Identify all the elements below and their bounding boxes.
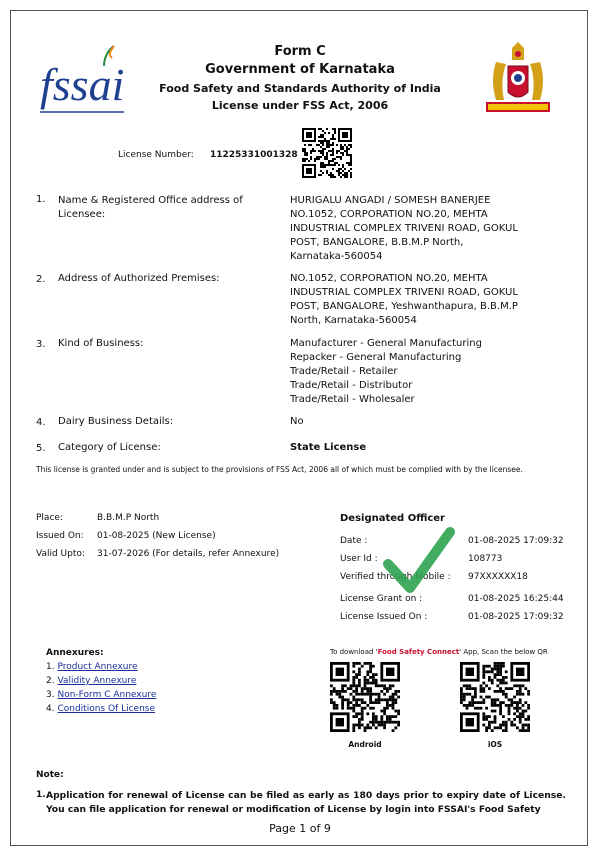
row-value <box>290 441 560 455</box>
value-line: Repacker - General Manufacturing <box>290 352 462 363</box>
value-line: POST, BANGALORE, B.B.M.P North, <box>290 237 464 248</box>
act-title: License under FSS Act, 2006 <box>211 99 389 112</box>
row-number: 3. <box>36 339 46 350</box>
conditions-of-license-link[interactable]: Conditions Of License <box>57 704 156 714</box>
value-line: Trade/Retail - Retailer <box>290 366 398 377</box>
android-label: Android <box>348 740 382 749</box>
issued-value: 01-08-2025 (New License) <box>97 531 216 541</box>
officer-item-label: Date : <box>340 536 368 546</box>
value-line: Trade/Retail - Distributor <box>290 380 413 391</box>
officer-item-value: 97XXXXXX18 <box>468 572 528 582</box>
officer-item-label: License Grant on : <box>340 594 423 604</box>
annexure-number: 3. <box>46 690 55 700</box>
license-qr-code <box>302 128 352 178</box>
row-label: Address of Authorized Premises: <box>58 273 220 284</box>
product-annexure-link[interactable]: Product Annexure <box>57 662 138 672</box>
ios-qr-code[interactable] <box>460 662 530 732</box>
valid-value: 31-07-2026 (For details, refer Annexure) <box>97 549 280 559</box>
row-value <box>290 337 560 407</box>
row-label: Dairy Business Details: <box>58 416 174 427</box>
officer-title: Designated Officer <box>340 513 445 524</box>
row-number: 5. <box>36 443 46 454</box>
annexure-item <box>46 704 155 714</box>
value-line: No <box>290 416 304 427</box>
authority-title: Food Safety and Standards Authority of India <box>159 82 441 95</box>
annexure-item <box>46 690 156 700</box>
issued-label: Issued On: <box>36 531 84 541</box>
fssai-logo-text: fssai <box>40 59 125 110</box>
row-number: 4. <box>36 417 46 428</box>
download-instruction <box>330 648 548 656</box>
value-line: Trade/Retail - Wholesaler <box>290 394 415 405</box>
value-line: HURIGALU ANGADI / SOMESH BANERJEE <box>290 195 491 206</box>
place-value: B.B.M.P North <box>97 513 160 523</box>
value-line: NO.1052, CORPORATION NO.20, MEHTA <box>290 273 488 284</box>
row-label: Category of License: <box>58 442 161 453</box>
value-line: State License <box>290 442 367 453</box>
annexure-number: 2. <box>46 676 55 686</box>
value-line: Manufacturer - General Manufacturing <box>290 338 482 349</box>
annexure-number: 1. <box>46 662 55 672</box>
note-line-2: You can file application for renewal or modification of License by login into FSSAI's Food Safety <box>46 804 541 815</box>
officer-item-value: 108773 <box>468 554 503 564</box>
ios-label: iOS <box>487 740 503 749</box>
officer-item-label: License Issued On : <box>340 612 428 622</box>
page-number: Page 1 of 9 <box>269 822 331 835</box>
valid-label: Valid Upto: <box>36 549 85 559</box>
non-form-c-annexure-link[interactable]: Non-Form C Annexure <box>57 690 157 700</box>
verified-check-icon <box>382 526 456 598</box>
download-suffix: ' App, Scan the below QR <box>459 648 548 656</box>
annexures-title: Annexures: <box>46 648 104 658</box>
grant-note: This license is granted under and is subject to the provisions of FSS Act, 2006 all of which must be complied with by the licensee. <box>36 465 523 474</box>
value-line: INDUSTRIAL COMPLEX TRIVENI ROAD, GOKUL <box>290 287 518 298</box>
note-number: 1. <box>36 790 46 800</box>
officer-item-value: 01-08-2025 17:09:32 <box>468 536 564 546</box>
validity-annexure-link[interactable]: Validity Annexure <box>57 676 137 686</box>
row-number: 2. <box>36 274 46 285</box>
government-title: Government of Karnataka <box>205 62 395 77</box>
value-line: NO.1052, CORPORATION NO.20, MEHTA <box>290 209 488 220</box>
row-label: Kind of Business: <box>58 338 144 349</box>
value-line: INDUSTRIAL COMPLEX TRIVENI ROAD, GOKUL <box>290 223 518 234</box>
value-line: Karnataka-560054 <box>290 251 383 262</box>
license-number-label: License Number: <box>118 150 194 160</box>
officer-item-value: 01-08-2025 17:09:32 <box>468 612 564 622</box>
download-app-name: Food Safety Connect <box>377 648 460 656</box>
row-value <box>290 194 560 264</box>
download-prefix: To download ' <box>330 648 378 656</box>
note-line-1: Application for renewal of License can be filed as early as 180 days prior to expiry date of License. <box>46 790 566 801</box>
annexure-item <box>46 662 138 672</box>
license-number-value: 11225331001328 <box>210 150 298 160</box>
annexure-item <box>46 676 136 686</box>
value-line: POST, BANGALORE, Yeshwanthapura, B.B.M.P <box>290 301 518 312</box>
karnataka-emblem-icon <box>482 40 554 120</box>
row-value <box>290 272 560 328</box>
place-label: Place: <box>36 513 63 523</box>
officer-item-label: Verified through Mobile : <box>340 572 451 582</box>
fssai-logo <box>38 40 128 120</box>
annexure-number: 4. <box>46 704 55 714</box>
form-title: Form C <box>274 44 326 59</box>
android-qr-code[interactable] <box>330 662 400 732</box>
officer-item-label: User Id : <box>340 554 378 564</box>
row-number: 1. <box>36 194 46 205</box>
officer-item-value: 01-08-2025 16:25:44 <box>468 594 564 604</box>
row-value <box>290 415 560 429</box>
value-line: North, Karnataka-560054 <box>290 315 417 326</box>
row-label: Name & Registered Office address of Licensee: <box>58 195 243 220</box>
note-title: Note: <box>36 770 64 780</box>
